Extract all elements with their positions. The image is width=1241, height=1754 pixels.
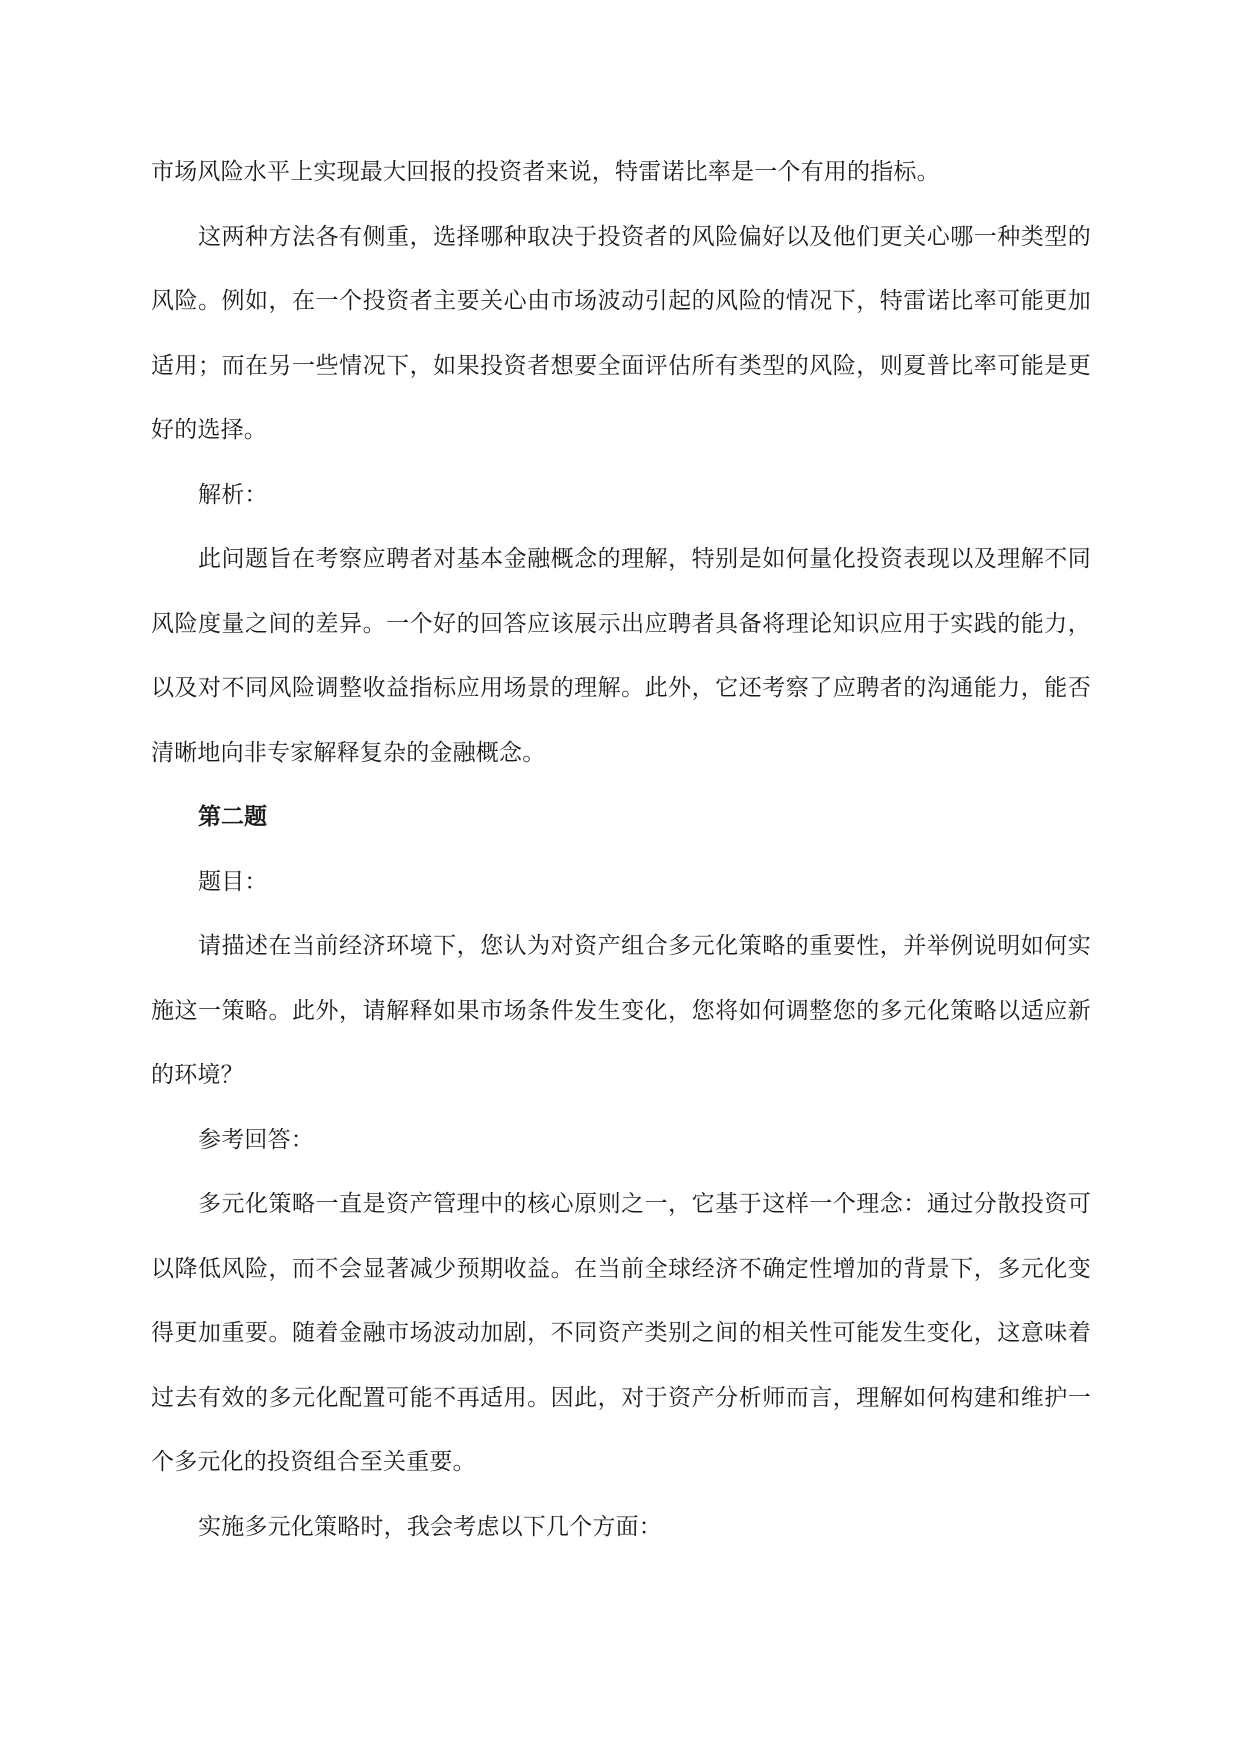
paragraph-answer: 多元化策略一直是资产管理中的核心原则之一，它基于这样一个理念：通过分散投资可以降低风险，而不会显著减少预期收益。在当前全球经济不确定性增加的背景下，多元化变得更加重要。随着金融市场波动加剧，不同资产类别之间的相关性可能发生变化，这意味着过去有效的多元化配置可能不再适用。因此，对于资产分析师而言，理解如何构建和维护一个多元化的投资组合至关重要。 bbox=[151, 1191, 1091, 1475]
document-body bbox=[151, 140, 1091, 1559]
paragraph-analysis: 此问题旨在考察应聘者对基本金融概念的理解，特别是如何量化投资表现以及理解不同风险度量之间的差异。一个好的回答应该展示出应聘者具备将理论知识应用于实践的能力，以及对不同风险调整收益指标应用场景的理解。此外，它还考察了应聘者的沟通能力，能否清晰地向非专家解释复杂的金融概念。 bbox=[151, 546, 1091, 766]
paragraph-implementation: 实施多元化策略时，我会考虑以下几个方面： bbox=[198, 1513, 662, 1540]
section-heading: 第二题 bbox=[198, 804, 267, 830]
paragraph-question: 请描述在当前经济环境下，您认为对资产组合多元化策略的重要性，并举例说明如何实施这一策略。此外，请解释如果市场条件发生变化，您将如何调整您的多元化策略以适应新的环境？ bbox=[151, 933, 1091, 1088]
paragraph-method-comparison: 这两种方法各有侧重，选择哪种取决于投资者的风险偏好以及他们更关心哪一种类型的风险。例如，在一个投资者主要关心由市场波动引起的风险的情况下，特雷诺比率可能更加适用；而在另一些情况下，如果投资者想要全面评估所有类型的风险，则夏普比率可能是更好的选择。 bbox=[151, 223, 1091, 443]
analysis-label: 解析： bbox=[198, 481, 268, 508]
answer-label: 参考回答： bbox=[198, 1126, 314, 1153]
paragraph-continued: 市场风险水平上实现最大回报的投资者来说，特雷诺比率是一个有用的指标。 bbox=[151, 159, 940, 185]
question-label: 题目： bbox=[198, 868, 268, 895]
